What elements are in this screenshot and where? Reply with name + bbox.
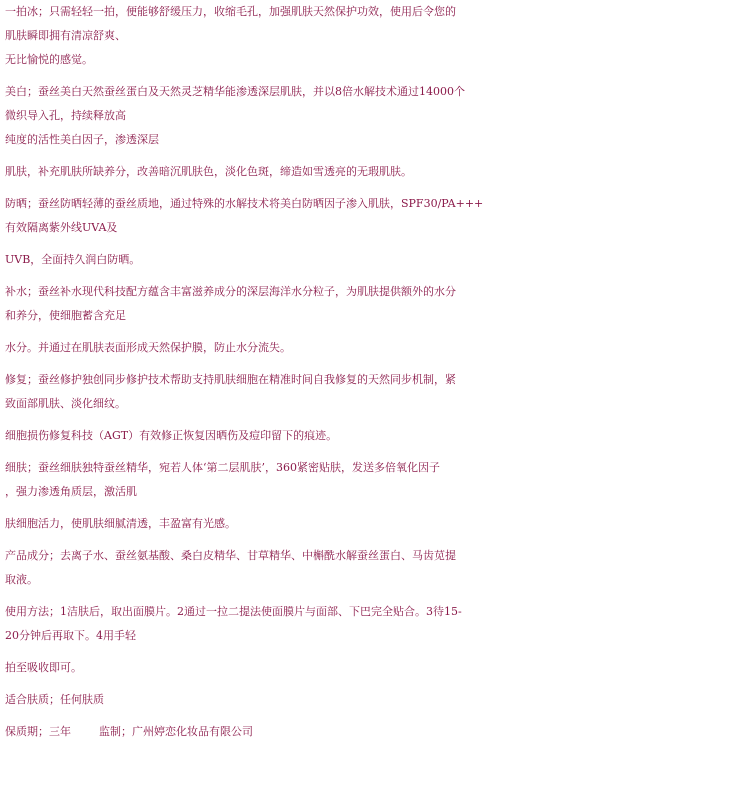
text-line: 肌肤，补充肌肤所缺养分，改善暗沉肌肤色，淡化色斑，缔造如雪透亮的无瑕肌肤。 bbox=[5, 165, 412, 178]
text-line: UVB，全面持久润白防晒。 bbox=[5, 253, 141, 266]
text-line: 一拍冰；只需轻轻一拍，便能够舒缓压力，收缩毛孔，加强肌肤天然保护功效，使用后令您的 bbox=[5, 5, 456, 18]
text-line: 取液。 bbox=[5, 573, 38, 586]
text-line: 和养分，使细胞蓄含充足 bbox=[5, 309, 126, 322]
text-line: 防晒；蚕丝防晒轻薄的蚕丝质地，通过特殊的水解技术将美白防晒因子渗入肌肤，SPF30/PA+++ bbox=[5, 197, 484, 210]
text-line: 产品成分；去离子水、蚕丝氨基酸、桑白皮精华、甘草精华、中槲酰水解蚕丝蛋白、马齿苋提 bbox=[5, 549, 456, 562]
text-line: 补水；蚕丝补水现代科技配方蕴含丰富滋养成分的深层海洋水分粒子，为肌肤提供额外的水分 bbox=[5, 285, 456, 298]
text-line: 美白；蚕丝美白天然蚕丝蛋白及天然灵芝精华能渗透深层肌肤，并以8倍水解技术通过14000个 bbox=[5, 85, 465, 98]
text-line: 致面部肌肤、淡化细纹。 bbox=[5, 397, 126, 410]
text-line: 肌肤瞬即拥有清凉舒爽、 bbox=[5, 29, 126, 42]
text-line: 纯度的活性美白因子，渗透深层 bbox=[5, 133, 159, 146]
text-line: ，强力渗透角质层，激活肌 bbox=[5, 485, 137, 498]
text-line: 微织导入孔，持续释放高 bbox=[5, 109, 126, 122]
text-line: 拍至吸收即可。 bbox=[5, 661, 82, 674]
text-line: 修复；蚕丝修护独创同步修护技术帮助支持肌肤细胞在精准时间自我修复的天然同步机制，紧 bbox=[5, 373, 456, 386]
text-line: 细肤；蚕丝细肤独特蚕丝精华，宛若人体‘第二层肌肤’，360紧密贴肤，发送多倍氧化因子 bbox=[5, 461, 440, 474]
text-line: 适合肤质；任何肤质 bbox=[5, 693, 104, 706]
text-line: 无比愉悦的感觉。 bbox=[5, 53, 93, 66]
text-line: 水分。并通过在肌肤表面形成天然保护膜，防止水分流失。 bbox=[5, 341, 291, 354]
text-line: 保质期；三年 监制；广州婷恋化妆品有限公司 bbox=[5, 725, 253, 738]
text-line: 肤细胞活力，使肌肤细腻清透，丰盈富有光感。 bbox=[5, 517, 236, 530]
text-line: 20分钟后再取下。4用手轻 bbox=[5, 629, 136, 642]
text-line: 有效隔离紫外线UVA及 bbox=[5, 221, 118, 234]
text-line: 细胞损伤修复科技（AGT）有效修正恢复因晒伤及痘印留下的痕迹。 bbox=[5, 429, 338, 442]
text-line: 使用方法；1洁肤后，取出面膜片。2通过一拉二提法使面膜片与面部、下巴完全贴合。3待15- bbox=[5, 605, 462, 618]
